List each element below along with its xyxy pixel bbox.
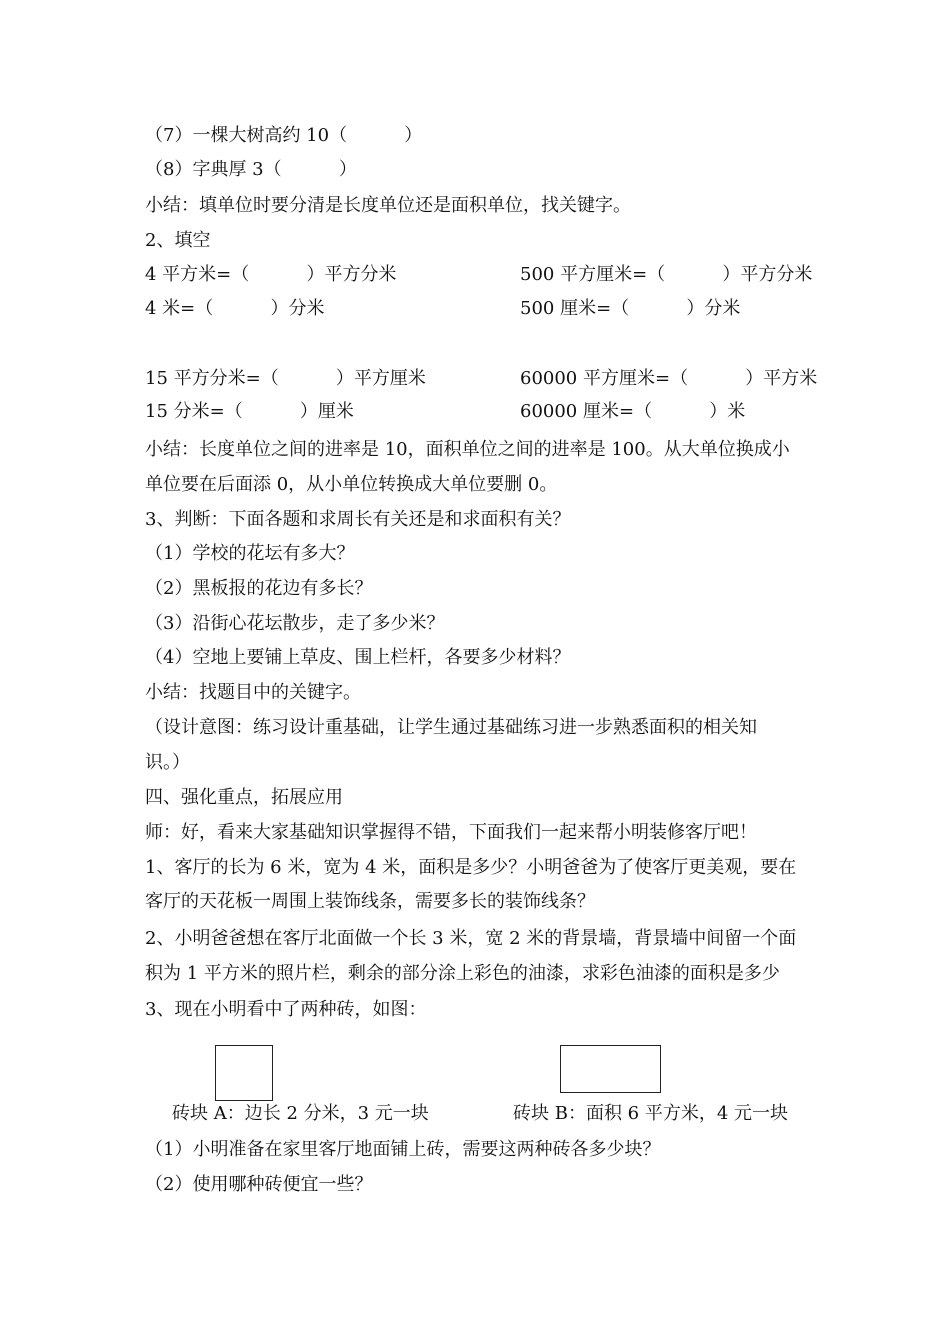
fill-row1-left: 4 平方米=（ ）平方分米 [145, 264, 397, 285]
section-3-heading: 3、判断：下面各题和求周长有关还是和求面积有关？ [145, 509, 571, 530]
fill-row3-right: 60000 平方厘米=（ ）平方米 [520, 368, 818, 389]
judge-item-3: （3）沿街心花坛散步，走了多少米？ [145, 613, 445, 634]
tile-b-caption: 砖块 B：面积 6 平方米，4 元一块 [513, 1103, 789, 1124]
section-2-heading: 2、填空 [145, 230, 211, 251]
summary-3: 小结：找题目中的关键字。 [145, 682, 361, 703]
teacher-line: 师：好，看来大家基础知识掌握得不错，下面我们一起来帮小明装修客厅吧！ [145, 822, 757, 843]
judge-item-2: （2）黑板报的花边有多长？ [145, 578, 373, 599]
judge-item-1: （1）学校的花坛有多大？ [145, 543, 355, 564]
problem-1-line2: 客厅的天花板一周围上装饰线条，需要多长的装饰线条？ [145, 891, 595, 912]
problem-1-line1: 1、客厅的长为 6 米，宽为 4 米，面积是多少？小明爸爸为了使客厅更美观，要在 [145, 857, 797, 878]
question-8: （8）字典厚 3（ ） [145, 159, 357, 180]
fill-row3-left: 15 平方分米=（ ）平方厘米 [145, 368, 426, 389]
judge-item-4: （4）空地上要铺上草皮、围上栏杆，各要多少材料？ [145, 647, 571, 668]
fill-row2-right: 500 厘米=（ ）分米 [520, 298, 741, 319]
problem-3-line: 3、现在小明看中了两种砖，如图： [145, 999, 427, 1020]
sub-question-1: （1）小明准备在家里客厅地面铺上砖，需要这两种砖各多少块？ [145, 1139, 661, 1160]
problem-2-line1: 2、小明爸爸想在客厅北面做一个长 3 米，宽 2 米的背景墙，背景墙中间留一个面 [145, 928, 797, 949]
summary-2-line1: 小结：长度单位之间的进率是 10，面积单位之间的进率是 100。从大单位换成小 [145, 439, 790, 460]
part-4-heading: 四、强化重点，拓展应用 [145, 787, 343, 808]
design-intent-line1: （设计意图：练习设计重基础，让学生通过基础练习进一步熟悉面积的相关知 [145, 717, 757, 738]
question-7: （7）一棵大树高约 10（ ） [145, 125, 423, 146]
tile-b-rectangle-figure [560, 1045, 661, 1093]
summary-1: 小结：填单位时要分清是长度单位还是面积单位，找关键字。 [145, 195, 631, 216]
problem-2-line2: 积为 1 平方米的照片栏，剩余的部分涂上彩色的油漆，求彩色油漆的面积是多少 [145, 963, 780, 984]
fill-row2-left: 4 米=（ ）分米 [145, 298, 325, 319]
sub-question-2: （2）使用哪种砖便宜一些？ [145, 1174, 373, 1195]
fill-row1-right: 500 平方厘米=（ ）平方分米 [520, 264, 813, 285]
fill-row4-right: 60000 厘米=（ ）米 [520, 401, 746, 422]
tile-a-caption: 砖块 A：边长 2 分米，3 元一块 [172, 1103, 429, 1124]
tile-a-square-figure [215, 1045, 273, 1101]
design-intent-line2: 识。） [145, 752, 190, 773]
summary-2-line2: 单位要在后面添 0，从小单位转换成大单位要删 0。 [145, 474, 558, 495]
fill-row4-left: 15 分米=（ ）厘米 [145, 401, 354, 422]
